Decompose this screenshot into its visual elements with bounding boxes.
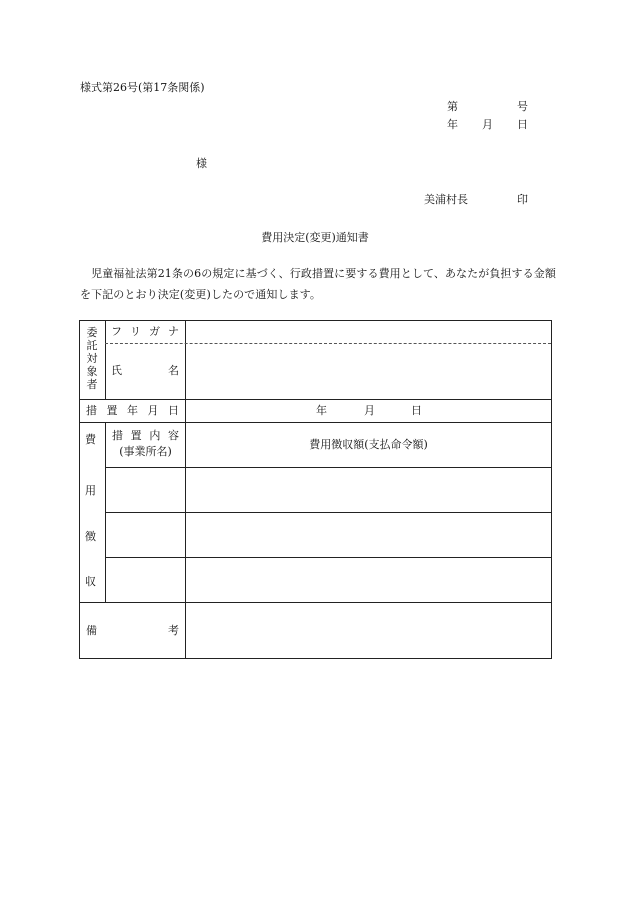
document-number-prefix: 第 [447, 100, 458, 113]
name-label-char: 氏 [111, 364, 122, 377]
table-divider [79, 422, 552, 423]
date-month-label: 月 [482, 118, 493, 131]
measure-date-label [86, 404, 179, 418]
furigana-label [111, 325, 179, 339]
document-title: 費用決定(変更)通知書 [261, 231, 369, 244]
furigana-char: ナ [168, 325, 179, 338]
table-divider [79, 399, 552, 400]
remarks-label [86, 624, 179, 638]
table-divider [105, 467, 552, 468]
measure-date-char: 置 [106, 404, 118, 417]
notice-body: 児童福祉法第21条の6の規定に基づく、行政措置に要する費用として、あなたが負担する金額を下記のとおり決定(変更)したので通知します。 [80, 267, 556, 301]
measure-content-label [112, 429, 179, 443]
date-year-label: 年 [447, 118, 458, 131]
measure-date-char: 日 [168, 404, 179, 417]
subject-label: 委託対象者 [86, 326, 98, 391]
issuer-seal: 印 [517, 193, 528, 206]
measure-content-char: 措 [112, 429, 123, 442]
office-name-label: (事業所名) [119, 445, 172, 458]
table-divider [79, 602, 552, 603]
table-border-top [79, 320, 552, 321]
table-divider [105, 320, 106, 399]
furigana-char: ガ [149, 325, 160, 338]
form-number: 様式第26号(第17条関係) [80, 81, 205, 94]
remarks-char: 備 [86, 624, 97, 637]
name-label [111, 364, 179, 378]
measure-content-char: 内 [149, 429, 161, 442]
furigana-char: フ [111, 325, 122, 338]
measure-content-char: 容 [167, 429, 179, 442]
measure-date-char: 措 [86, 404, 97, 417]
addressee-honorific: 様 [196, 157, 207, 170]
fee-label-char: 用 [85, 484, 96, 497]
date-day-label: 日 [517, 118, 528, 131]
table-divider [185, 320, 186, 659]
measure-content-char: 置 [130, 429, 142, 442]
remarks-char: 考 [168, 624, 179, 637]
name-label-char: 名 [168, 364, 179, 377]
measure-date-month: 月 [364, 404, 375, 417]
table-border-bottom [79, 658, 552, 659]
measure-date-char: 年 [127, 404, 138, 417]
table-divider [105, 557, 552, 558]
furigana-char: リ [130, 325, 141, 338]
fee-label-char: 徴 [85, 530, 96, 543]
fee-label-char: 収 [85, 575, 96, 588]
table-border-right [551, 320, 552, 659]
table-dashed-divider [105, 343, 551, 344]
fee-label-char: 費 [85, 433, 96, 446]
measure-date-year: 年 [316, 404, 327, 417]
table-divider [105, 512, 552, 513]
measure-date-char: 月 [147, 404, 159, 417]
measure-date-day: 日 [411, 404, 422, 417]
issuer-name: 美浦村長 [424, 193, 468, 206]
amount-header: 費用徴収額(支払命令額) [309, 438, 428, 451]
table-border-left [79, 320, 80, 659]
document-number-suffix: 号 [517, 100, 528, 113]
